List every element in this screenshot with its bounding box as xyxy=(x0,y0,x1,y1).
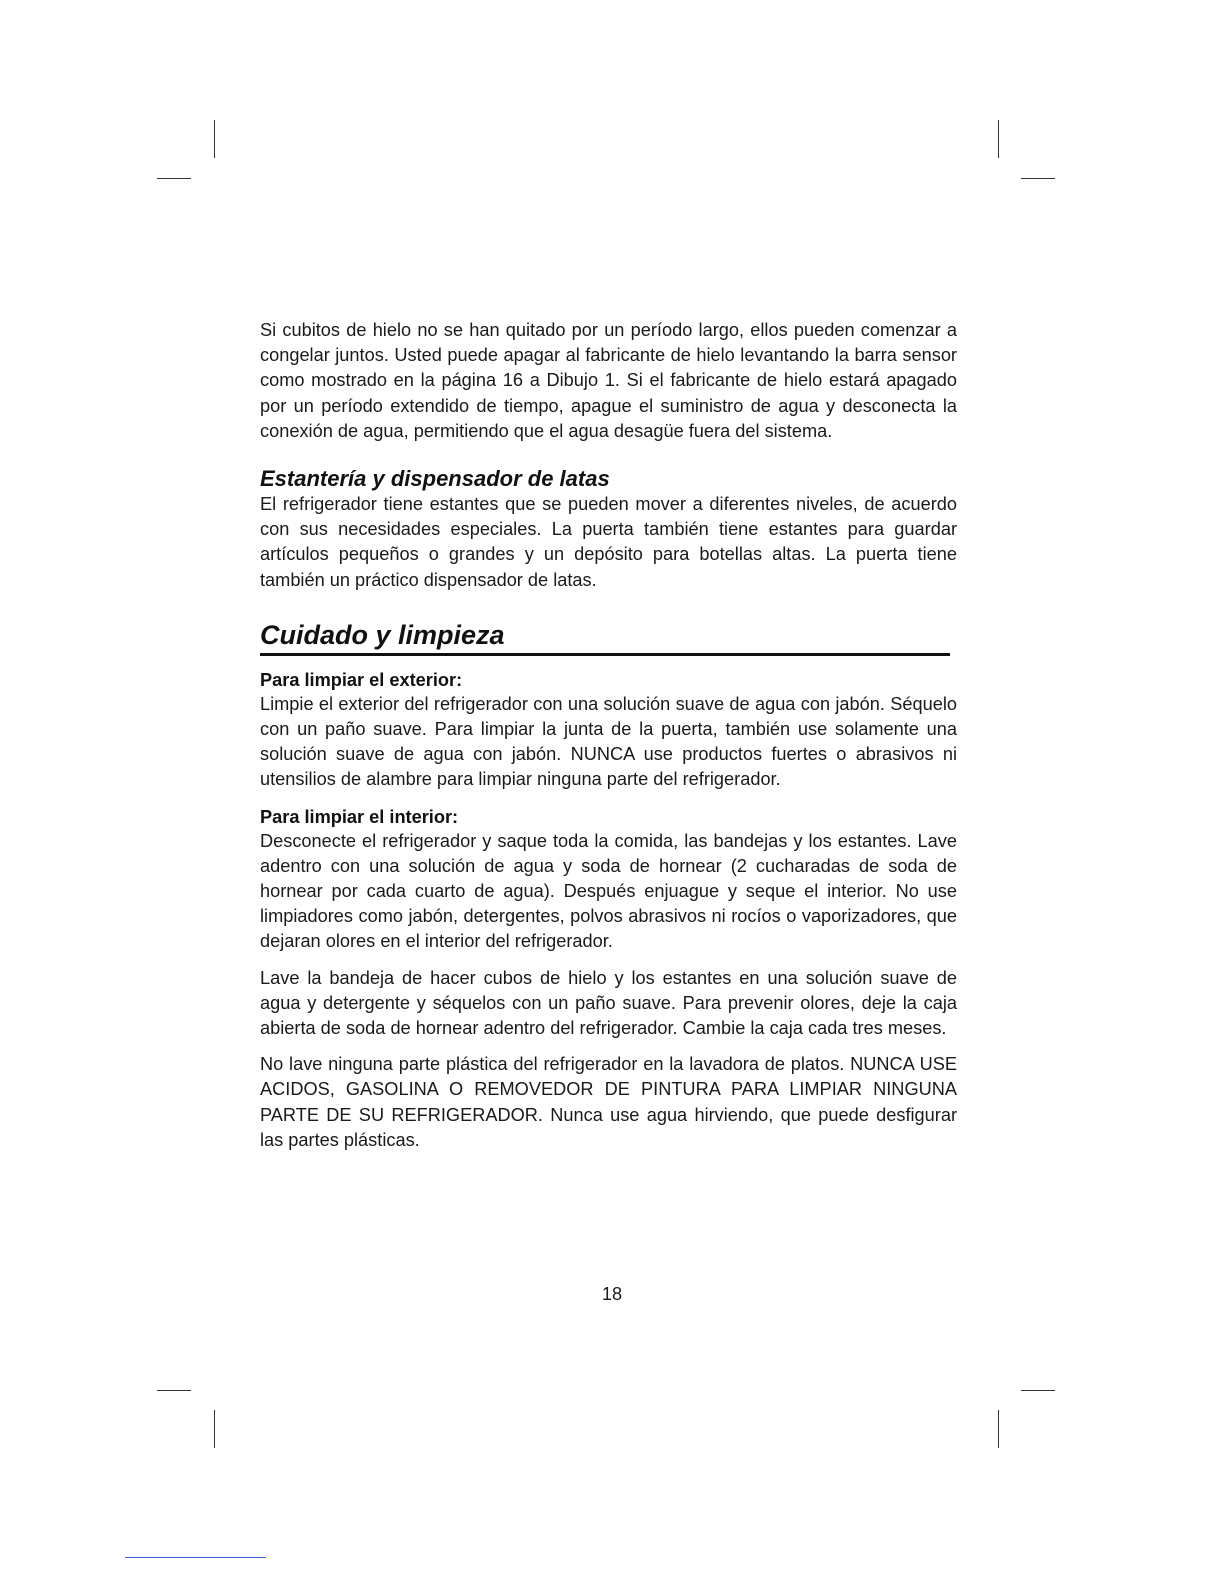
crop-mark-bottom-left-vertical xyxy=(214,1410,215,1448)
bottom-link-underline xyxy=(125,1557,266,1558)
crop-mark-top-right-vertical xyxy=(998,120,999,158)
interior-label: Para limpiar el interior: xyxy=(260,806,459,827)
crop-mark-top-left-horizontal xyxy=(157,178,191,179)
crop-mark-bottom-right-horizontal xyxy=(1021,1390,1055,1391)
crop-mark-bottom-right-vertical xyxy=(998,1410,999,1448)
shelving-paragraph: El refrigerador tiene estantes que se pueden mover a diferentes niveles, de acuerdo con sus necesidades especiales. La puerta también tiene estantes para guardar artículos pequeños o grandes y un depósito para botellas altas. La puerta tiene también un práctico dispensador de latas. xyxy=(260,494,957,590)
exterior-paragraph: Limpie el exterior del refrigerador con una solución suave de agua con jabón. Séquelo con un paño suave. Para limpiar la junta de la puerta, también use solamente una solución suave de agua con jabón. NUNCA use productos fuertes o abrasivos ni utensilios de alambre para limpiar ninguna parte del refrigerador. xyxy=(260,693,957,790)
interior-paragraph-1: Desconecte el refrigerador y saque toda la comida, las bandejas y los estantes. Lave adentro con una solución de agua y soda de hornear (2 cucharadas de soda de hornear por cada cuarto de agua). Después enjuague y seque el interior. No use limpiadores como jabón, detergentes, polvos abrasivos ni rocíos o vaporizadores, que dejaran olores en el interior del refrigerador. xyxy=(260,830,957,952)
page-content xyxy=(260,318,957,1153)
page-number: 18 xyxy=(601,1284,623,1304)
crop-mark-top-right-horizontal xyxy=(1021,178,1055,179)
care-heading: Cuidado y limpieza xyxy=(260,619,505,650)
shelving-heading: Estantería y dispensador de latas xyxy=(260,466,610,492)
crop-mark-top-left-vertical xyxy=(214,120,215,158)
care-heading-block xyxy=(260,619,950,656)
crop-mark-bottom-left-horizontal xyxy=(157,1390,191,1391)
interior-paragraph-3: No lave ninguna parte plástica del refrigerador en la lavadora de platos. NUNCA USE ACIDOS, GASOLINA O REMOVEDOR DE PINTURA PARA LIMPIAR NINGUNA PARTE DE SU REFRIGERADOR. Nunca use agua hirviendo, que puede desfigurar las partes plásticas. xyxy=(260,1054,957,1150)
interior-paragraph-2: Lave la bandeja de hacer cubos de hielo y los estantes en una solución suave de agua y detergente y séquelos con un paño suave. Para prevenir olores, deje la caja abierta de soda de hornear adentro del refrigerador. Cambie la caja cada tres meses. xyxy=(260,967,957,1039)
exterior-label: Para limpiar el exterior: xyxy=(260,669,463,690)
ice-maker-paragraph: Si cubitos de hielo no se han quitado por un período largo, ellos pueden comenzar a congelar juntos. Usted puede apagar al fabricante de hielo levantando la barra sensor como mostrado en la página 16 a Dibujo 1. Si el fabricante de hielo estará apagado por un período extendido de tiempo, apague el suministro de agua y desconecta la conexión de agua, permitiendo que el agua desagüe fuera del sistema. xyxy=(260,320,957,441)
